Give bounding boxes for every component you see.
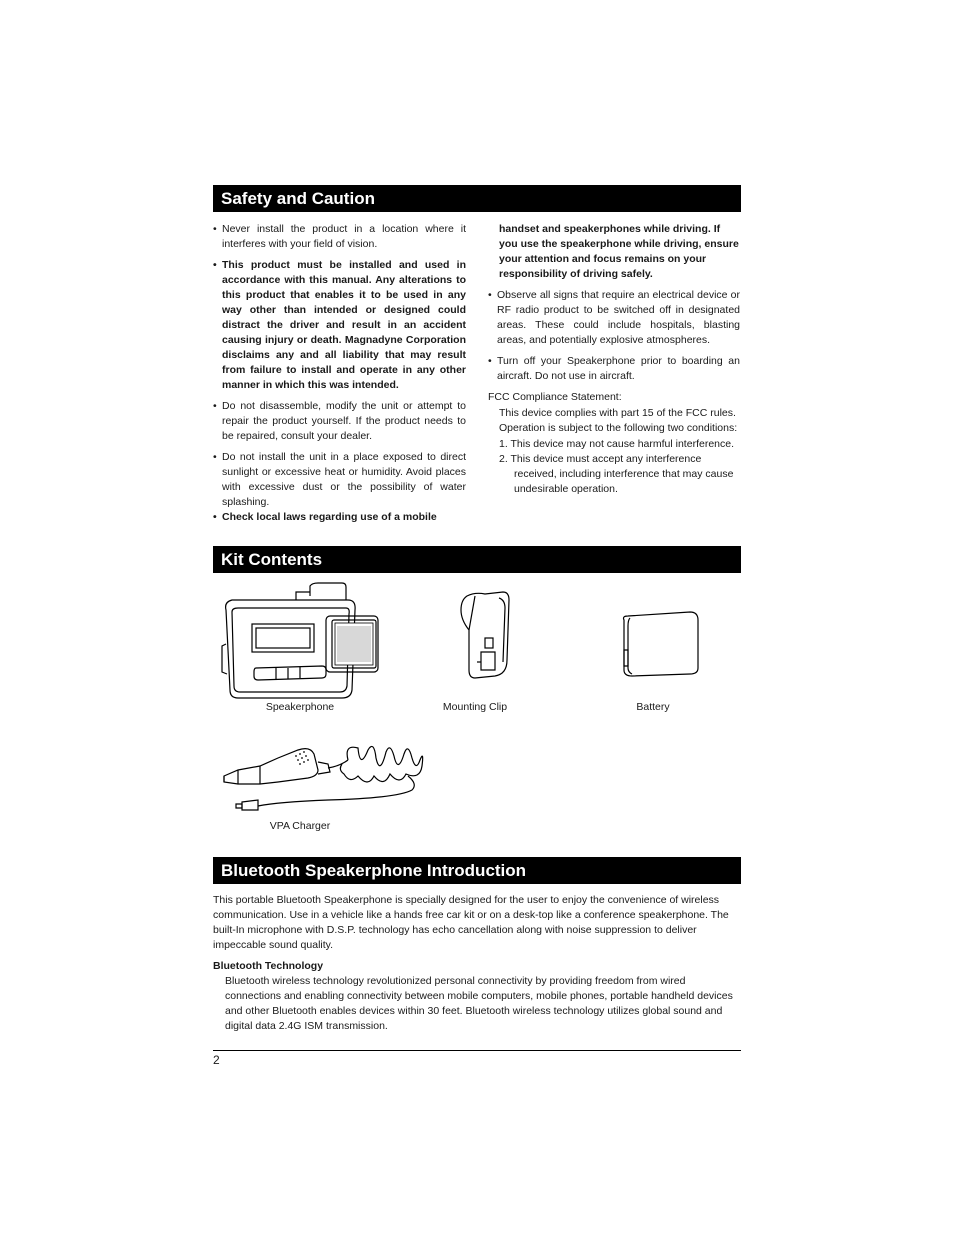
safety-bullet: • Observe all signs that require an electrical device or RF radio product to be switched off in designated areas. These could include hospitals, blasting areas, and potentially explosive atmospheres. — [488, 288, 740, 348]
safety-continuation: handset and speakerphones while driving. If you use the speakerphone while driving, ensure your attention and focus remains on your responsibility of driving safely. — [499, 223, 739, 280]
safety-bullet-warning: • This product must be installed and used in accordance with this manual. Any alterations to this product that enables it to be used in any way other than intended or designed could distract the driver and result in an accident causing injury or death. Magnadyne Corporation disclaims any and all liability that may result from failure to install and operate in any other manner in which this was intended. — [213, 258, 466, 393]
fcc-body: This device complies with part 15 of the FCC rules. Operation is subject to the following two conditions: — [499, 407, 738, 434]
fcc-title: FCC Compliance Statement: — [488, 391, 622, 403]
safety-left-column — [213, 222, 466, 531]
safety-bullet: • Turn off your Speakerphone prior to boarding an aircraft. Do not use in aircraft. — [488, 354, 740, 384]
bt-body: Bluetooth wireless technology revolutionized personal connectivity by providing freedom from wired connections and enabling connectivity between mobile computers, mobile phones, portable handheld devices and other Bluetooth enables devices within 30 feet. Bluetooth wireless technology utilizes global sound and digital data 2.4G ISM transmission. — [225, 975, 733, 1032]
kit-item-label: Speakerphone — [265, 701, 335, 713]
kit-item-label: VPA Charger — [269, 820, 331, 832]
speakerphone-illustration — [218, 582, 358, 702]
fcc-condition-1: 1. This device may not cause harmful interference. — [499, 438, 735, 450]
intro-section-title: Bluetooth Speakerphone Introduction — [213, 857, 741, 884]
footer-rule — [213, 1050, 741, 1051]
safety-bullet: • Do not install the unit in a place exposed to direct sunlight or excessive heat or humidity. Avoid places with excessive dust or the possibility of water splashing. — [213, 450, 466, 510]
kit-item-label: Battery — [636, 701, 670, 713]
safety-bullet: • Never install the product in a location where it interferes with your field of vision. — [213, 222, 466, 252]
vpa-charger-illustration — [218, 740, 428, 820]
page-number: 2 — [213, 1053, 220, 1067]
safety-section-title: Safety and Caution — [213, 185, 741, 212]
kit-item-label: Mounting Clip — [442, 701, 508, 713]
kit-section-title: Kit Contents — [213, 546, 741, 573]
safety-right-column — [488, 222, 740, 497]
fcc-condition-2: 2. This device must accept any interference received, including interference that may cause undesirable operation. — [499, 453, 734, 495]
safety-bullet-laws: • Check local laws regarding use of a mobile — [213, 510, 466, 525]
mounting-clip-illustration — [455, 590, 515, 685]
safety-bullet: • Do not disassemble, modify the unit or attempt to repair the product yourself. If the product needs to be repaired, consult your dealer. — [213, 399, 466, 444]
intro-paragraph: This portable Bluetooth Speakerphone is specially designed for the user to enjoy the convenience of wireless communication. Use in a vehicle like a hands free car kit or on a desk-top like a conference speakerphone. The built-In microphone with D.S.P. technology has echo cancellation along with noise suppression to deliver impeccable sound quality. — [213, 894, 729, 951]
battery-illustration — [618, 610, 702, 680]
bt-heading: Bluetooth Technology — [213, 960, 324, 972]
